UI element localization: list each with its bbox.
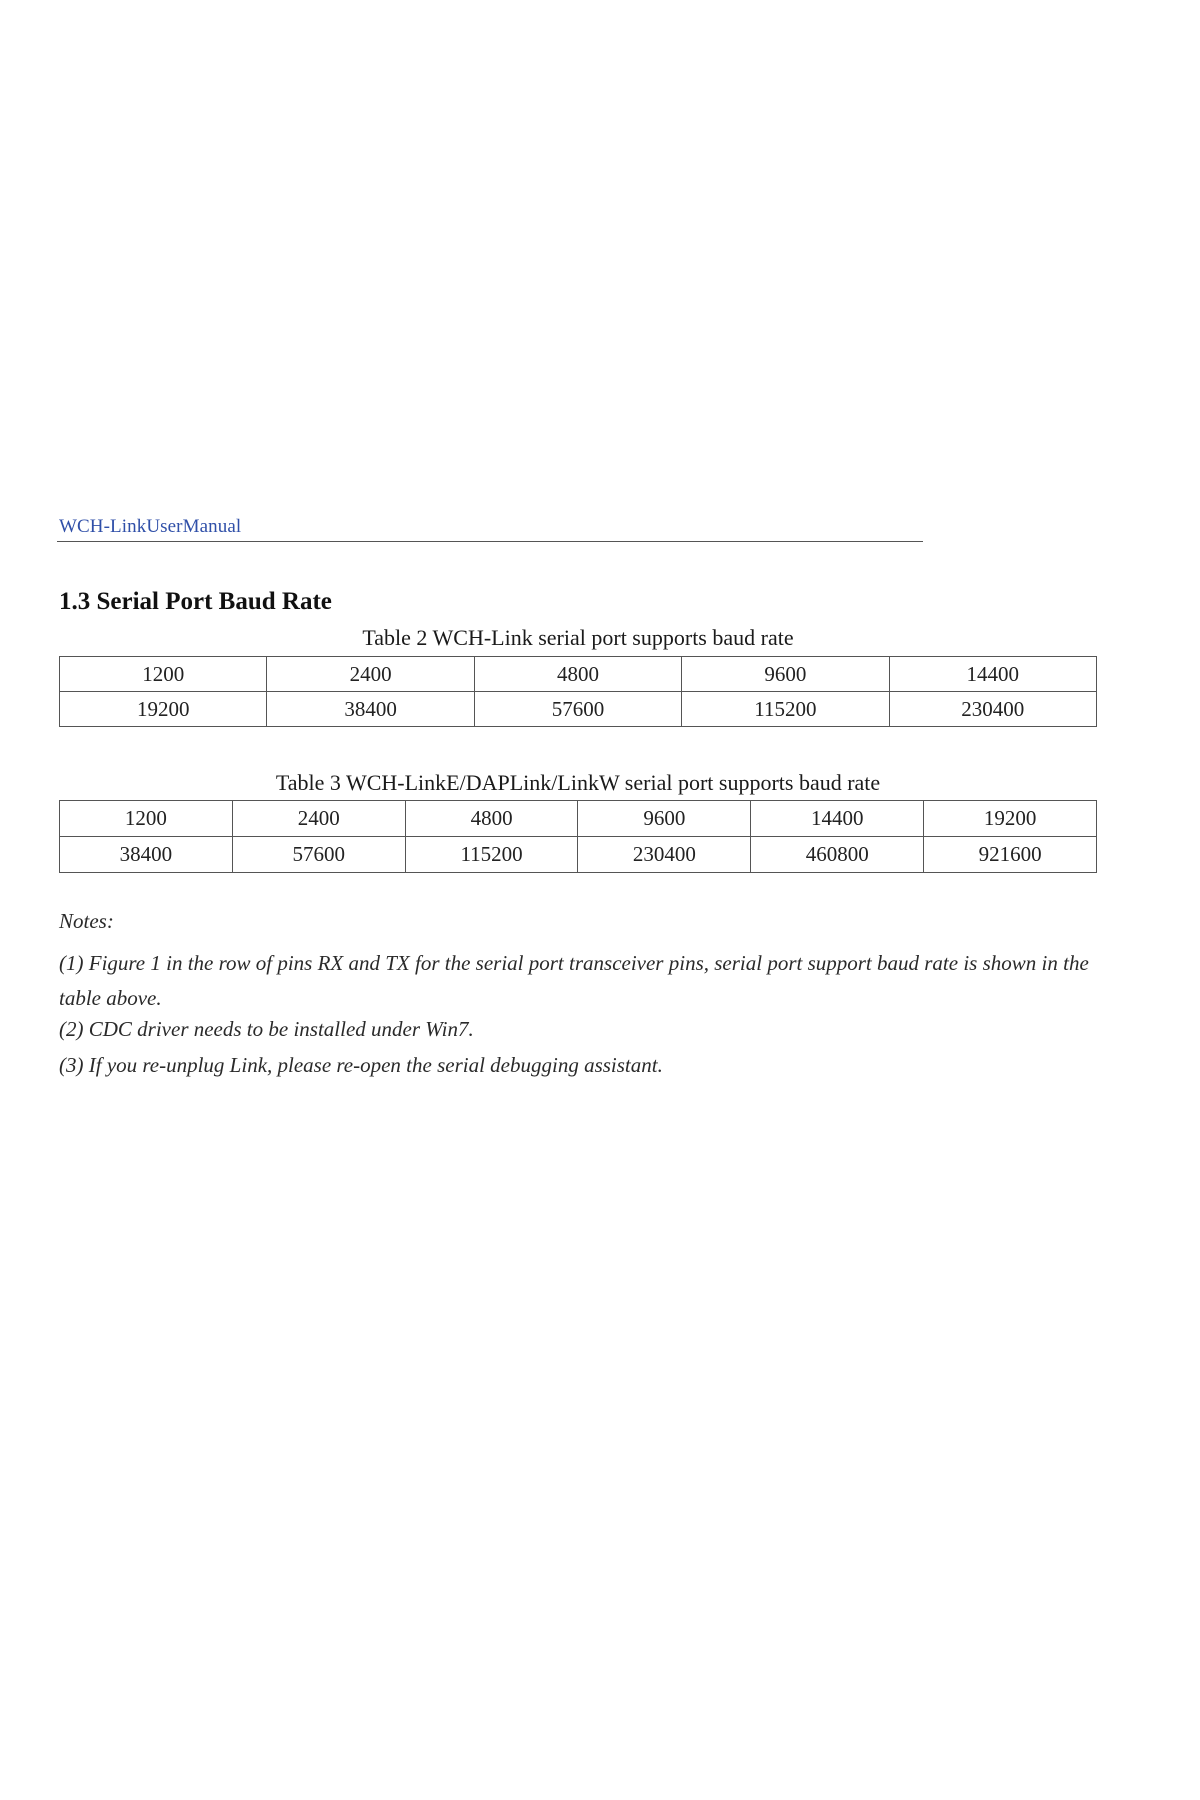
note-item: (1) Figure 1 in the row of pins RX and TX for the serial port transceiver pins, serial port support baud rate is shown in the table above. [59, 951, 1089, 1010]
table-cell: 38400 [267, 692, 474, 727]
table-2-caption: Table 2 WCH-Link serial port supports baud rate [362, 625, 794, 650]
table-cell: 9600 [578, 801, 751, 837]
notes-title: Notes: [59, 909, 114, 933]
table-cell: 9600 [682, 657, 889, 692]
table-cell: 57600 [232, 837, 405, 873]
note-item: (3) If you re-unplug Link, please re-open the serial debugging assistant. [59, 1053, 663, 1077]
table-cell: 115200 [682, 692, 889, 727]
table-2-baud-rates [59, 656, 1097, 727]
table-cell: 1200 [60, 657, 267, 692]
table-cell: 1200 [60, 801, 233, 837]
table-row [60, 657, 1097, 692]
table-cell: 14400 [889, 657, 1096, 692]
note-item: (2) CDC driver needs to be installed under Win7. [59, 1017, 474, 1041]
table-row [60, 801, 1097, 837]
table-cell: 2400 [232, 801, 405, 837]
table-cell: 230400 [889, 692, 1096, 727]
table-cell: 2400 [267, 657, 474, 692]
table-3-baud-rates [59, 800, 1097, 873]
table-cell: 57600 [474, 692, 681, 727]
table-row [60, 692, 1097, 727]
table-cell: 19200 [924, 801, 1097, 837]
table-cell: 4800 [474, 657, 681, 692]
running-header-title: WCH-LinkUserManual [59, 516, 242, 537]
table-row [60, 837, 1097, 873]
table-cell: 14400 [751, 801, 924, 837]
table-cell: 4800 [405, 801, 578, 837]
table-cell: 19200 [60, 692, 267, 727]
table-cell: 460800 [751, 837, 924, 873]
table-cell: 38400 [60, 837, 233, 873]
notes-block [59, 910, 1104, 1090]
header-divider [57, 541, 923, 542]
table-cell: 115200 [405, 837, 578, 873]
table-cell: 921600 [924, 837, 1097, 873]
section-heading: 1.3 Serial Port Baud Rate [59, 588, 332, 615]
table-3-caption: Table 3 WCH-LinkE/DAPLink/LinkW serial port supports baud rate [275, 770, 881, 795]
table-cell: 230400 [578, 837, 751, 873]
